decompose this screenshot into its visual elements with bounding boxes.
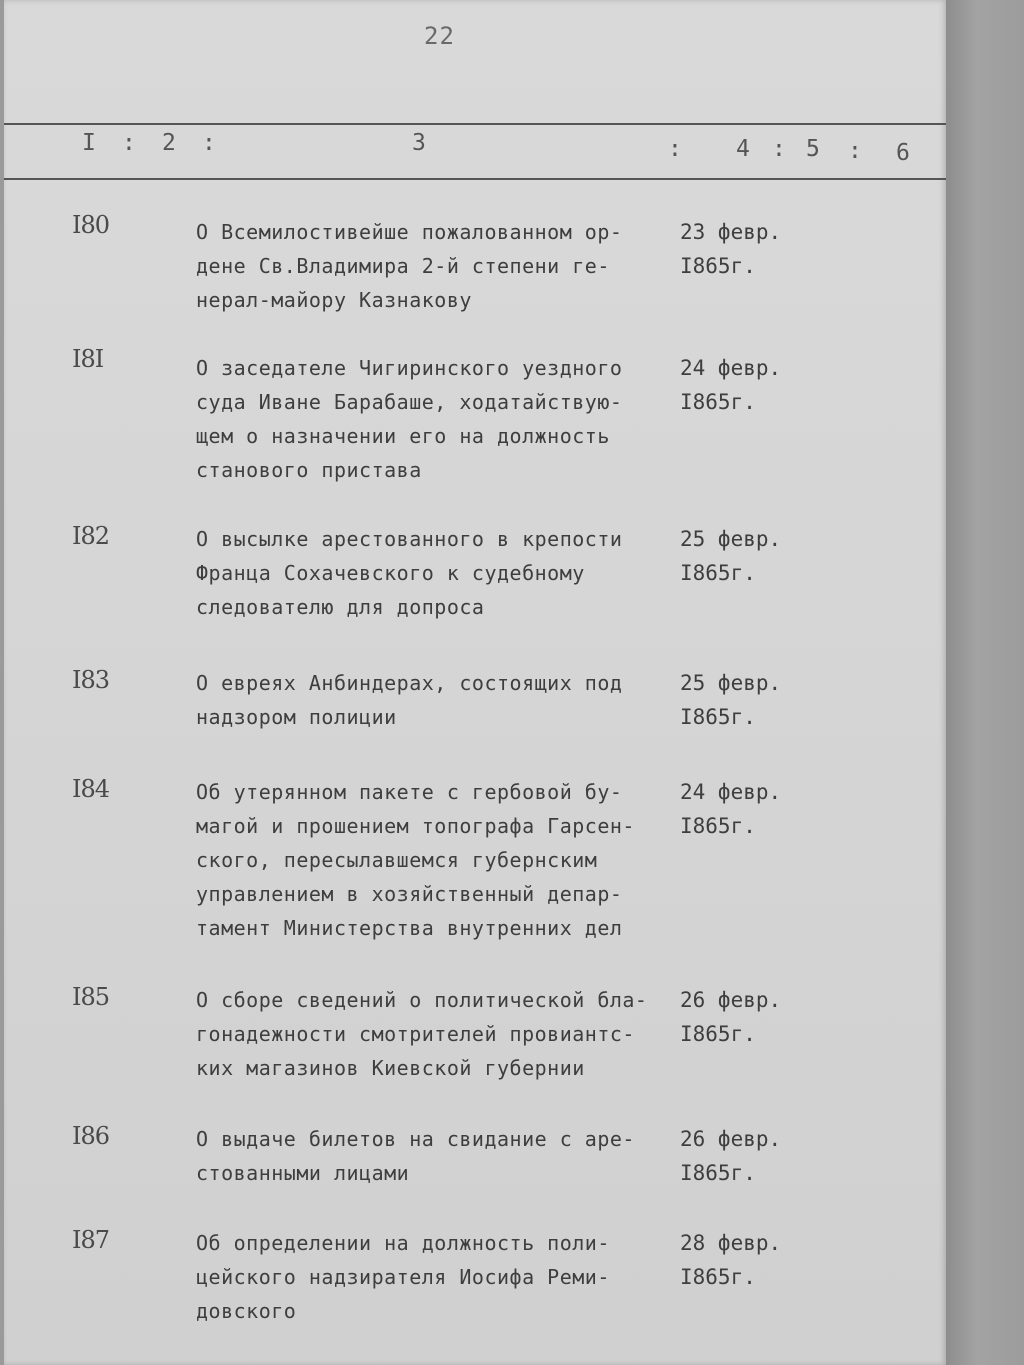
- column-number-5: 5: [806, 136, 820, 162]
- entry-title-line: тамент Министерства внутренних дел: [196, 916, 623, 940]
- entry-number: I80: [72, 211, 110, 239]
- header-top-rule: [4, 123, 946, 125]
- entry-title-line: О Всемилостивейше пожалованном ор-: [196, 220, 623, 244]
- column-separator: :: [122, 130, 136, 156]
- entry-title: [196, 983, 666, 1085]
- entry-date-year: I865г.: [680, 705, 756, 729]
- column-number-6: 6: [896, 140, 910, 166]
- entry-date-year: I865г.: [680, 814, 756, 838]
- entry-title-line: ского, пересылавшемся губернским: [196, 848, 598, 872]
- entry-number: I87: [72, 1226, 110, 1254]
- entry-number: I85: [72, 983, 110, 1011]
- entry-date-day: 28 февр.: [680, 1231, 782, 1255]
- entry-date-day: 26 февр.: [680, 988, 782, 1012]
- entry-date-year: I865г.: [680, 1161, 756, 1185]
- column-separator: :: [772, 136, 786, 162]
- entry-title-line: управлением в хозяйственный депар-: [196, 882, 623, 906]
- entry-title-line: ких магазинов Киевской губернии: [196, 1056, 585, 1080]
- entry-title-line: станового пристава: [196, 458, 422, 482]
- column-separator: :: [202, 130, 216, 156]
- entry-date-day: 25 февр.: [680, 671, 782, 695]
- entry-title-line: О сборе сведений о политической бла-: [196, 988, 648, 1012]
- page-number: 22: [424, 22, 455, 50]
- entry-title-line: магой и прошением топографа Гарсен-: [196, 814, 635, 838]
- column-number-4: 4: [736, 136, 750, 162]
- entry-title-line: О выдаче билетов на свидание с аре-: [196, 1127, 635, 1151]
- column-number-2: 2: [162, 130, 176, 156]
- entry-date-day: 23 февр.: [680, 220, 782, 244]
- entry-title-line: Об определении на должность поли-: [196, 1231, 610, 1255]
- entry-date-day: 25 февр.: [680, 527, 782, 551]
- entry-date: [680, 215, 781, 283]
- header-bottom-rule: [4, 178, 946, 180]
- entry-date: [680, 1226, 781, 1294]
- entry-title-line: надзором полиции: [196, 705, 397, 729]
- entry-date: [680, 775, 781, 843]
- entry-title: [196, 215, 666, 317]
- entry-date: [680, 983, 781, 1051]
- entry-date-year: I865г.: [680, 254, 756, 278]
- entry-title: [196, 351, 666, 487]
- entry-date: [680, 351, 781, 419]
- entry-date-year: I865г.: [680, 1265, 756, 1289]
- entry-title: [196, 666, 666, 734]
- column-number-1: I: [82, 130, 96, 156]
- entry-title-line: щем о назначении его на должность: [196, 424, 610, 448]
- entry-number: I84: [72, 775, 110, 803]
- entry-title: [196, 1226, 666, 1328]
- entry-date: [680, 522, 781, 590]
- entry-title-line: О высылке арестованного в крепости: [196, 527, 623, 551]
- entry-title-line: гонадежности смотрителей провиантс-: [196, 1022, 635, 1046]
- entry-title-line: следователю для допроса: [196, 595, 485, 619]
- entry-date-day: 24 февр.: [680, 780, 782, 804]
- entry-date-year: I865г.: [680, 561, 756, 585]
- entry-date-day: 24 февр.: [680, 356, 782, 380]
- entry-title-line: цейского надзирателя Иосифа Реми-: [196, 1265, 610, 1289]
- entry-date: [680, 666, 781, 734]
- entry-title-line: довского: [196, 1299, 297, 1323]
- entry-title-line: суда Иване Барабаше, ходатайствую-: [196, 390, 623, 414]
- entry-title-line: О евреях Анбиндерах, состоящих под: [196, 671, 623, 695]
- entry-title: [196, 775, 666, 945]
- entry-number: I83: [72, 666, 110, 694]
- entry-title-line: стованными лицами: [196, 1161, 410, 1185]
- entry-title-line: Франца Сохачевского к судебному: [196, 561, 585, 585]
- column-separator: :: [848, 138, 862, 164]
- entry-title-line: нерал-майору Казнакову: [196, 288, 472, 312]
- entry-date: [680, 1122, 781, 1190]
- entry-date-year: I865г.: [680, 390, 756, 414]
- entry-number: I8I: [72, 345, 104, 373]
- entry-number: I82: [72, 522, 110, 550]
- entry-number: I86: [72, 1122, 110, 1150]
- entry-title-line: О заседателе Чигиринского уездного: [196, 356, 623, 380]
- entry-title-line: Об утерянном пакете с гербовой бу-: [196, 780, 623, 804]
- document-page: [4, 0, 946, 1365]
- entry-title: [196, 1122, 666, 1190]
- background-edge: [946, 0, 1024, 1365]
- entry-date-year: I865г.: [680, 1022, 756, 1046]
- entry-title: [196, 522, 666, 624]
- column-separator: :: [668, 136, 682, 162]
- entry-date-day: 26 февр.: [680, 1127, 782, 1151]
- column-number-3: 3: [412, 130, 426, 156]
- entry-title-line: дене Св.Владимира 2-й степени ге-: [196, 254, 610, 278]
